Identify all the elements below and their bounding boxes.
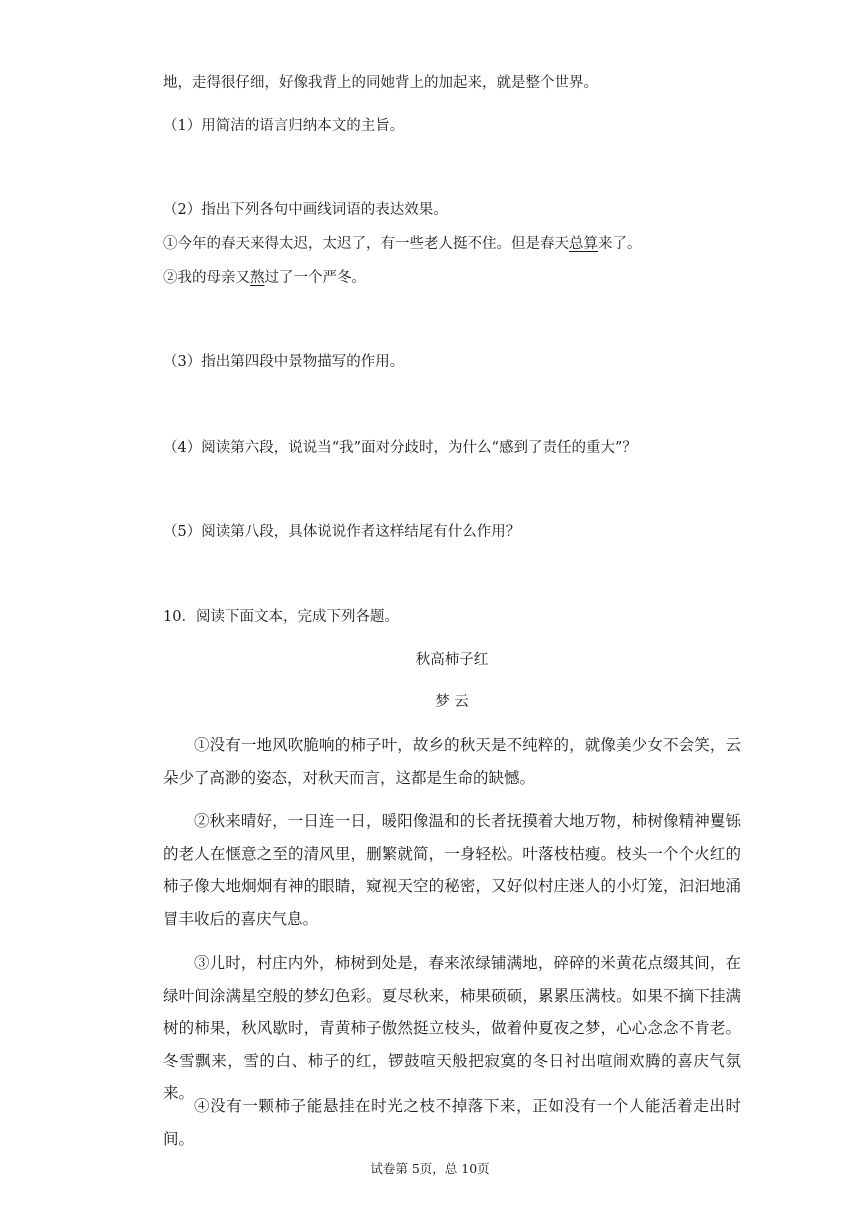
underlined-word-ao: 熬	[250, 270, 265, 286]
sentence-2-ending: 过了一个严冬。	[264, 270, 366, 286]
question-3: （3）指出第四段中景物描写的作用。	[163, 354, 405, 370]
question-4: （4）阅读第六段，说说当“我”面对分歧时，为什么“感到了责任的重大”？	[163, 440, 637, 456]
sentence-1-ending: 来了。	[598, 236, 642, 252]
article-paragraph-4: ④没有一颗柿子能悬挂在时光之枝不掉落下来，正如没有一个人能活着走出时间。	[163, 1097, 741, 1148]
article-paragraph-3: ③儿时，村庄内外，柿树到处是，春来浓绿铺满地，碎碎的米黄花点缀其间，在绿叶间涂满星空般的梦幻色彩。夏尽秋来，柿果硕硕，累累压满枝。如果不摘下挂满树的柿果，秋风歇时，青黄柿子傲然挺立枝头，做着仲夏夜之梦，心心念念不肯老。冬雪飘来，雪的白、柿子的红，锣鼓喧天般把寂寞的冬日衬出喧闹欢腾的喜庆气氛来。	[163, 954, 741, 1102]
article-paragraph-2: ②秋来晴好，一日连一日，暖阳像温和的长者抚摸着大地万物，柿树像精神矍铄的老人在惬意之至的清风里，删繁就简，一身轻松。叶落枝枯瘦。枝头一个个火红的柿子像大地炯炯有神的眼睛，窥视天空的秘密，又好似村庄迷人的小灯笼，汩汩地涌冒丰收后的喜庆气息。	[163, 812, 741, 928]
passage-continuation: 地，走得很仔细，好像我背上的同她背上的加起来，就是整个世界。	[163, 75, 598, 91]
question-10-heading: 10．阅读下面文本，完成下列各题。	[163, 609, 399, 625]
article-title: 秋高柿子红	[415, 652, 489, 668]
question-2: （2）指出下列各句中画线词语的表达效果。	[163, 202, 448, 218]
article-author: 梦 云	[435, 694, 469, 710]
page-footer: 试卷第 5页，总 10页	[370, 1161, 490, 1176]
sentence-2-text: ②我的母亲又	[163, 270, 250, 286]
sentence-1-text: ①今年的春天来得太迟，太迟了，有一些老人挺不住。但是春天	[163, 236, 569, 252]
question-5: （5）阅读第八段，具体说说作者这样结尾有什么作用？	[163, 524, 521, 540]
article-paragraph-1: ①没有一地风吹脆响的柿子叶，故乡的秋天是不纯粹的，就像美少女不会笑，云朵少了高渺的姿态，对秋天而言，这都是生命的缺憾。	[163, 736, 741, 787]
question-1: （1）用简洁的语言归纳本文的主旨。	[163, 118, 405, 134]
question-2-sentence-2	[163, 268, 366, 288]
question-2-sentence-1	[163, 234, 642, 254]
underlined-word-zongsuan: 总算	[569, 236, 598, 252]
